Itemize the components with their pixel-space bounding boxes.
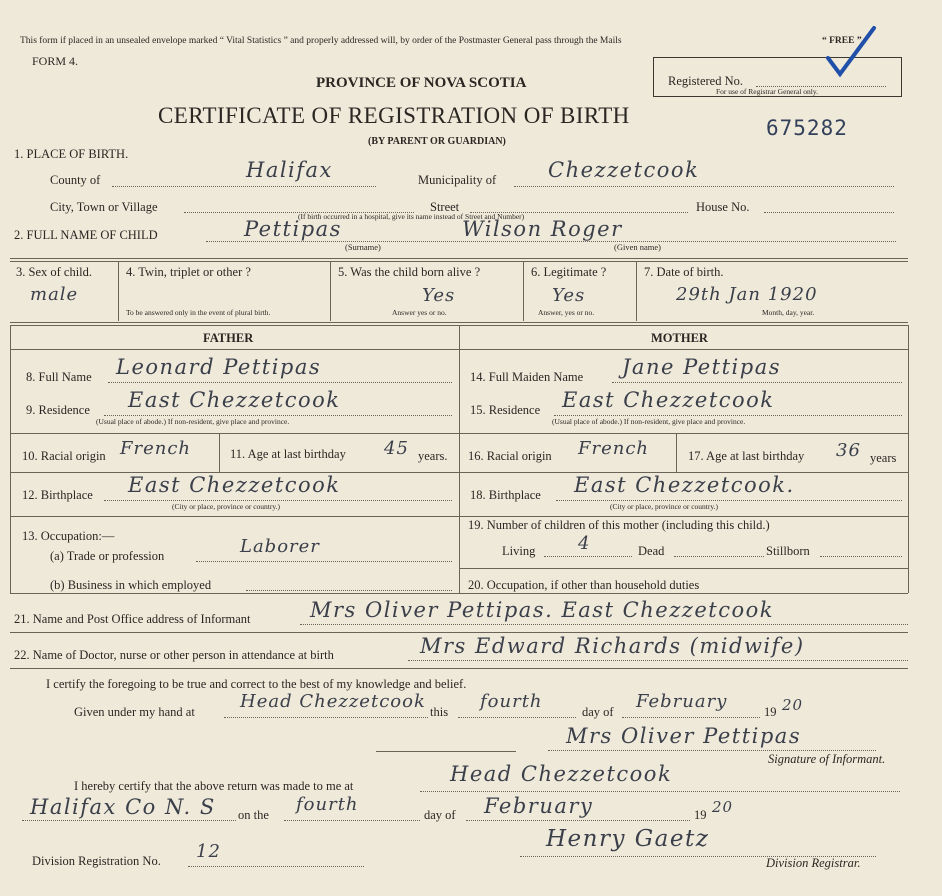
mother-age-label: 17. Age at last birthday [688,449,805,463]
given-place-value: Head Chezzetcook [240,691,426,712]
sex-value: male [30,284,79,305]
dob-value: 29th Jan 1920 [676,284,818,305]
mother-age-unit: years [870,451,897,465]
trade-value: Laborer [240,536,320,557]
legitimate-label: 6. Legitimate ? [531,265,607,279]
father-name-label: 8. Full Name [26,370,92,384]
this-label: this [430,705,449,719]
sex-label: 3. Sex of child. [16,265,93,279]
informant-value: Mrs Oliver Pettipas. East Chezzetcook [310,598,774,622]
registrar-signature: Henry Gaetz [546,826,710,852]
registrar-place-value: Head Chezzetcook [450,762,673,786]
certificate-title: CERTIFICATE OF REGISTRATION OF BIRTH [158,103,630,128]
mother-birthplace-value: East Chezzetcook. [574,473,795,497]
born-alive-caption: Answer yes or no. [392,308,447,317]
father-heading: FATHER [203,331,254,345]
given-day-value: fourth [480,691,543,712]
father-name-value: Leonard Pettipas [116,355,322,379]
informant-signature-caption: Signature of Informant. [768,752,886,766]
twin-label: 4. Twin, triplet or other ? [126,265,251,279]
mother-name-label: 14. Full Maiden Name [470,370,584,384]
house-number-label: House No. [696,200,750,214]
certificate-subtitle: (BY PARENT OR GUARDIAN) [368,136,506,147]
father-birthplace-note: (City or place, province or country.) [172,502,281,511]
legitimate-caption: Answer, yes or no. [538,308,595,317]
father-age-unit: years. [418,449,448,463]
dob-caption: Month, day, year. [762,308,815,317]
surname-caption: (Surname) [345,242,381,252]
trade-label: (a) Trade or profession [50,549,165,563]
father-age-value: 45 [384,438,409,459]
father-birthplace-label: 12. Birthplace [22,488,93,502]
father-racial-label: 10. Racial origin [22,449,106,463]
county-value: Halifax [246,158,333,182]
hospital-note: (If birth occurred in a hospital, give its name instead of Street and Number) [298,212,525,221]
mother-heading: MOTHER [651,331,708,345]
registered-label: Registered No. [668,74,743,88]
postal-notice-free: “ FREE ” [822,36,862,46]
given-year-value: 20 [782,696,804,714]
mother-birthplace-note: (City or place, province or country.) [610,502,719,511]
county-label: County of [50,173,101,187]
postal-notice: This form if placed in an unsealed envelope marked “ Vital Statistics ” and properly addressed will, by order of the Postmaster General pass through the Mails [20,36,622,46]
registrar-year-value: 20 [712,798,734,816]
mother-birthplace-label: 18. Birthplace [470,488,541,502]
given-name-caption: (Given name) [614,242,661,252]
check-mark-icon [820,22,880,82]
place-section-label: 1. PLACE OF BIRTH. [14,147,129,161]
father-birthplace-value: East Chezzetcook [128,473,341,497]
division-registration-value: 12 [196,841,221,862]
child-name-label: 2. FULL NAME OF CHILD [14,228,158,242]
doctor-label: 22. Name of Doctor, nurse or other person in attendance at birth [14,648,334,662]
father-residence-note: (Usual place of abode.) If non-resident, give place and province. [96,417,290,426]
division-registration-label: Division Registration No. [32,854,161,868]
street-label: Street [430,200,460,214]
doctor-value: Mrs Edward Richards (midwife) [420,634,805,658]
registered-note: For use of Registrar General only. [716,87,818,96]
registrar-day-of-label: day of [424,808,456,822]
informant-label: 21. Name and Post Office address of Informant [14,612,251,626]
mother-racial-value: French [578,438,650,459]
born-alive-label: 5. Was the child born alive ? [338,265,481,279]
city-label: City, Town or Village [50,200,158,214]
dead-label: Dead [638,544,665,558]
registrar-where-value: Halifax Co N. S [30,795,216,819]
mother-residence-value: East Chezzetcook [562,388,775,412]
registrar-day-value: fourth [296,794,359,815]
father-occupation-label: 13. Occupation:— [22,529,115,543]
living-label: Living [502,544,536,558]
mother-age-value: 36 [836,440,861,461]
twin-note: To be answered only in the event of plural birth. [126,308,271,317]
mother-name-value: Jane Pettipas [622,355,782,379]
form-number: FORM 4. [32,54,79,68]
registrar-signature-caption: Division Registrar. [766,856,861,870]
registration-number: 675282 [766,116,848,140]
certification-statement: I certify the foregoing to be true and correct to the best of my knowledge and belief. [46,677,467,691]
business-label: (b) Business in which employed [50,578,212,592]
registrar-statement: I hereby certify that the above return was made to me at [74,779,354,793]
municipality-label: Municipality of [418,173,497,187]
stillborn-label: Stillborn [766,544,810,558]
father-residence-value: East Chezzetcook [128,388,341,412]
registrar-month-value: February [484,794,594,818]
dob-label: 7. Date of birth. [644,265,724,279]
father-residence-label: 9. Residence [26,403,90,417]
children-count-label: 19. Number of children of this mother (including this child.) [468,518,770,532]
given-year-printed: 19 [764,705,777,719]
child-given-name: Wilson Roger [462,217,623,241]
father-racial-value: French [120,438,192,459]
informant-signature: Mrs Oliver Pettipas [566,724,802,748]
living-value: 4 [578,533,591,554]
mother-residence-note: (Usual place of abode.) If non-resident, give place and province. [552,417,746,426]
given-under-label: Given under my hand at [74,705,195,719]
mother-occupation-label: 20. Occupation, if other than household duties [468,578,700,592]
given-day-of-label: day of [582,705,614,719]
child-surname: Pettipas [244,217,342,241]
given-month-value: February [636,691,728,712]
mother-residence-label: 15. Residence [470,403,541,417]
legitimate-value: Yes [552,285,586,306]
municipality-value: Chezzetcook [548,158,700,182]
mother-racial-label: 16. Racial origin [468,449,552,463]
on-the-label: on the [238,808,269,822]
registrar-year-printed: 19 [694,808,707,822]
born-alive-value: Yes [422,285,456,306]
province-heading: PROVINCE OF NOVA SCOTIA [316,75,527,91]
father-age-label: 11. Age at last birthday [230,447,346,461]
